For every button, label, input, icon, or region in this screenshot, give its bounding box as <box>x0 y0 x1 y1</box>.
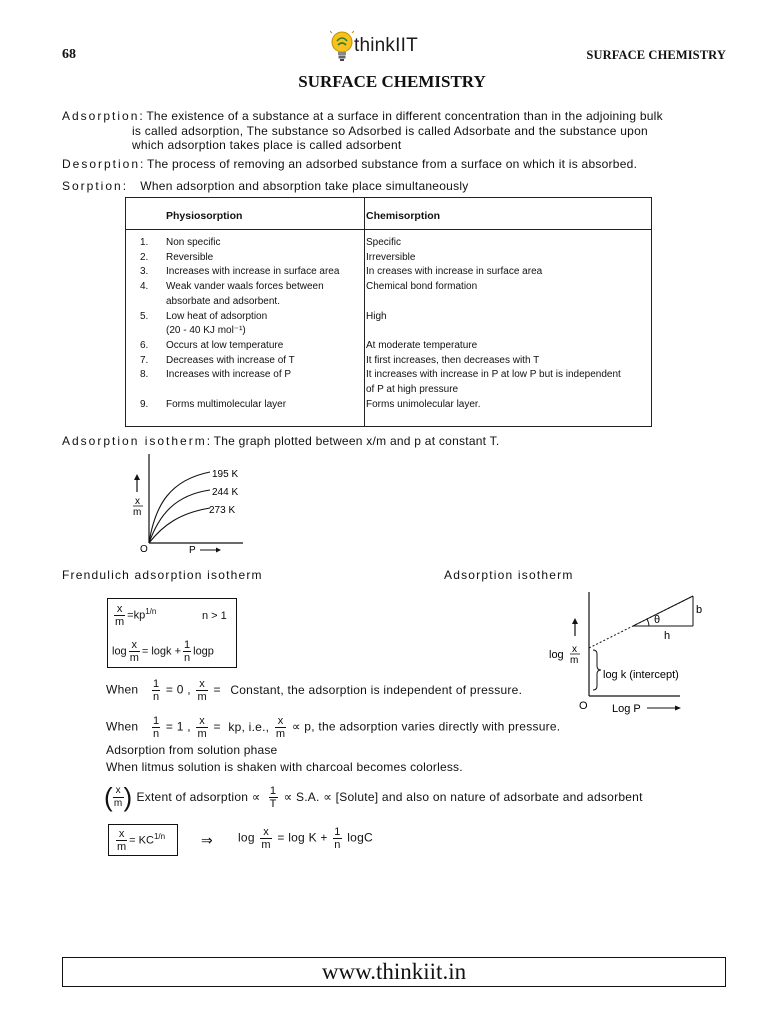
logo-text: thinkIIT <box>354 35 418 56</box>
lightbulb-icon <box>330 29 354 63</box>
physiosorption-cell: Increases with increase in surface area <box>166 266 340 278</box>
x-label-p: P <box>189 545 196 556</box>
chemisorption-cell: Specific <box>366 237 402 248</box>
physiosorption-cell: Decreases with increase of T <box>166 354 295 366</box>
adsorption-definition <box>62 109 732 153</box>
adsorption-line-3: which adsorption takes place is called adsorbent <box>132 138 402 152</box>
final-eq-rhs <box>238 826 373 851</box>
desorption-text: : The process of removing an adsorbed substance from a surface on which it is absorbed. <box>140 157 638 171</box>
curve-244k <box>149 490 210 543</box>
adsorption-line-1: : The existence of a substance at a surface in different concentration than in the adjoining bulk <box>139 109 663 123</box>
label-244k: 244 K <box>212 487 239 498</box>
sorption-term: Sorption <box>62 179 123 193</box>
physiosorption-cell: (20 - 40 KJ mol⁻¹) <box>166 325 246 337</box>
physiosorption-cell: Forms multimolecular layer <box>166 398 287 410</box>
freundlich-equation-box <box>107 598 237 668</box>
table-row <box>126 236 651 251</box>
page-title: SURFACE CHEMISTRY <box>298 72 486 91</box>
row-number: 4. <box>140 281 149 293</box>
chemisorption-cell: Irreversible <box>366 251 416 263</box>
eq1-condition: n > 1 <box>202 610 227 622</box>
table-row <box>126 265 651 280</box>
frac-x: x <box>196 715 207 728</box>
frac-x: x <box>129 639 140 652</box>
frac-m: m <box>197 691 207 703</box>
table-row <box>126 368 651 383</box>
row-number: 6. <box>140 339 149 351</box>
final-equation-box <box>108 824 178 856</box>
isotherm-definition <box>62 434 742 449</box>
freundlich-heading: Frendulich adsorption isotherm <box>62 568 263 582</box>
running-head: SURFACE CHEMISTRY <box>586 48 726 62</box>
frac-m: m <box>129 652 139 664</box>
chemisorption-cell: It increases with increase in P at low P but is independent <box>366 369 621 381</box>
b-label: b <box>696 604 703 616</box>
sorption-text: When adsorption and absorption take place simultaneously <box>140 179 469 193</box>
eq-zero: = 0 , <box>165 682 191 697</box>
physiosorption-cell: Increases with increase of P <box>166 369 292 381</box>
row-number: 9. <box>140 398 149 410</box>
when-label: When <box>106 682 139 697</box>
implies-arrow: ⇒ <box>201 832 213 848</box>
final-eq-lhs: = KC <box>129 834 154 847</box>
frac-x: x <box>116 828 127 841</box>
adsorption-term: Adsorption <box>62 109 140 123</box>
curve-273k <box>149 508 210 543</box>
row-number: 8. <box>140 369 149 381</box>
fit-line <box>633 596 693 626</box>
table-row <box>126 383 651 398</box>
header-physiosorption: Physiosorption <box>166 210 243 222</box>
frac-1: 1 <box>152 678 160 690</box>
footer-url[interactable]: www.thinkiit.in <box>62 957 726 987</box>
chemisorption-cell: It first increases, then decreases with T <box>366 354 540 366</box>
desorption-definition <box>62 157 742 172</box>
eq2-mid: = logk + <box>141 645 181 658</box>
y-label-m: m <box>570 655 579 666</box>
isotherm-graph <box>125 450 255 560</box>
final-end: logC <box>347 830 373 845</box>
y-label-x: x <box>135 496 140 507</box>
frac-t: T <box>269 797 277 810</box>
when1-text: Constant, the adsorption is independent of pressure. <box>230 682 523 697</box>
isotherm-text: : The graph plotted between x/m and p at constant T. <box>206 434 500 448</box>
frac-x: x <box>113 785 124 798</box>
row-number: 5. <box>140 310 149 322</box>
physiosorption-cell: Low heat of adsorption <box>166 310 268 322</box>
litmus-line: When litmus solution is shaken with charcoal becomes colorless. <box>106 760 463 774</box>
page-number: 68 <box>62 47 76 62</box>
frac-x: x <box>114 603 125 616</box>
frac-n: n <box>334 839 341 851</box>
physiosorption-cell: Occurs at low temperature <box>166 339 284 351</box>
eq1-exp: 1/n <box>145 606 157 616</box>
intercept-brace <box>593 650 601 690</box>
row-number: 7. <box>140 354 149 366</box>
when-line-2 <box>106 715 560 740</box>
frac-m: m <box>261 839 271 851</box>
chemisorption-cell: High <box>366 310 387 322</box>
table-row <box>126 354 651 369</box>
theta-arc <box>647 619 649 626</box>
table-row <box>126 251 651 266</box>
h-label: h <box>664 630 671 642</box>
freundlich-eq1 <box>112 603 156 628</box>
frac-x: x <box>196 678 207 691</box>
y-label-log: log <box>549 649 564 661</box>
paren-right: ) <box>123 782 133 812</box>
chemisorption-cell: At moderate temperature <box>366 339 478 351</box>
x-label-logp: Log P <box>612 703 641 715</box>
frac-m: m <box>117 841 127 853</box>
eq1-rhs: =kp <box>127 609 146 622</box>
origin-label: O <box>579 700 588 712</box>
when2-text: ∝ p, the adsorption varies directly with pressure. <box>291 719 561 734</box>
frac-1: 1 <box>152 715 160 727</box>
intercept-label: log k (intercept) <box>603 669 679 681</box>
chemisorption-cell: Forms unimolecular layer. <box>366 398 481 410</box>
table-header <box>126 198 651 230</box>
sorption-comparison-table <box>125 197 652 427</box>
kp-ie: kp, i.e., <box>228 719 270 734</box>
frac-n: n <box>152 691 160 703</box>
physiosorption-cell: Reversible <box>166 251 214 263</box>
frac-1: 1 <box>334 826 341 838</box>
eq-sign: = <box>213 682 221 697</box>
extent-line <box>104 784 643 810</box>
x-arrow-head <box>675 706 681 711</box>
table-row <box>126 295 651 310</box>
when-label: When <box>106 719 139 734</box>
adsorption-line-2: is called adsorption, The substance so Adsorbed is called Adsorbate and the substance upon <box>132 123 648 138</box>
frac-m: m <box>197 728 207 740</box>
eq2-end: logp <box>193 645 214 658</box>
label-195k: 195 K <box>212 469 239 480</box>
sorption-definition <box>62 179 742 194</box>
paren-left: ( <box>104 782 113 812</box>
header-chemisorption: Chemisorption <box>366 210 441 222</box>
y-label-x: x <box>572 644 577 655</box>
solution-phase-line: Adsorption from solution phase <box>106 743 278 757</box>
extent-rest: ∝ S.A. ∝ [Solute] and also on nature of adsorbate and adsorbent <box>283 789 643 804</box>
y-label-m: m <box>133 507 142 518</box>
desorption-term: Desorption <box>62 157 141 171</box>
log-plot-heading: Adsorption isotherm <box>444 568 574 582</box>
frac-1: 1 <box>269 784 277 797</box>
frac-n: n <box>152 728 160 740</box>
physiosorption-cell: Weak vander waals forces between <box>166 281 324 293</box>
physiosorption-cell: absorbate and adsorbent. <box>166 295 280 307</box>
table-row <box>126 339 651 354</box>
row-number: 2. <box>140 251 149 263</box>
chemisorption-cell: of P at high pressure <box>366 384 459 395</box>
table-row <box>126 310 651 325</box>
frac-n: n <box>184 652 191 664</box>
row-number: 1. <box>140 237 149 248</box>
chemisorption-cell: Chemical bond formation <box>366 281 478 293</box>
y-arrow-head <box>572 618 578 624</box>
y-arrow-head <box>134 474 140 480</box>
logo <box>330 28 418 64</box>
frac-x: x <box>260 826 271 839</box>
log-isotherm-graph <box>545 588 725 718</box>
frac-m: m <box>115 616 125 628</box>
frac-1: 1 <box>184 639 191 651</box>
final-eq-lhs-wrap <box>114 828 165 853</box>
eq2-log: log <box>112 645 127 658</box>
final-mid: = log K + <box>277 830 328 845</box>
chemisorption-cell: In creases with increase in surface area <box>366 266 543 278</box>
theta-label: θ <box>654 614 661 626</box>
freundlich-eq2 <box>112 639 214 664</box>
isotherm-term: Adsorption isotherm <box>62 434 207 448</box>
frac-m: m <box>275 728 286 740</box>
when-line-1 <box>106 678 522 703</box>
frac-x: x <box>275 715 286 728</box>
row-number: 3. <box>140 266 149 278</box>
final-eq-exp: 1/n <box>153 831 166 841</box>
table-row <box>126 398 651 413</box>
table-row <box>126 324 651 339</box>
extent-text: Extent of adsorption ∝ <box>136 789 261 804</box>
x-arrow-head <box>216 548 221 553</box>
physiosorption-cell: Non specific <box>166 237 221 248</box>
table-row <box>126 280 651 295</box>
eq-sign: = <box>213 719 221 734</box>
final-log: log <box>238 830 255 845</box>
frac-m: m <box>113 797 123 809</box>
eq-one: = 1 , <box>165 719 191 734</box>
origin-label: O <box>140 544 148 555</box>
label-273k: 273 K <box>209 505 236 516</box>
sorption-colon: : <box>122 179 127 193</box>
